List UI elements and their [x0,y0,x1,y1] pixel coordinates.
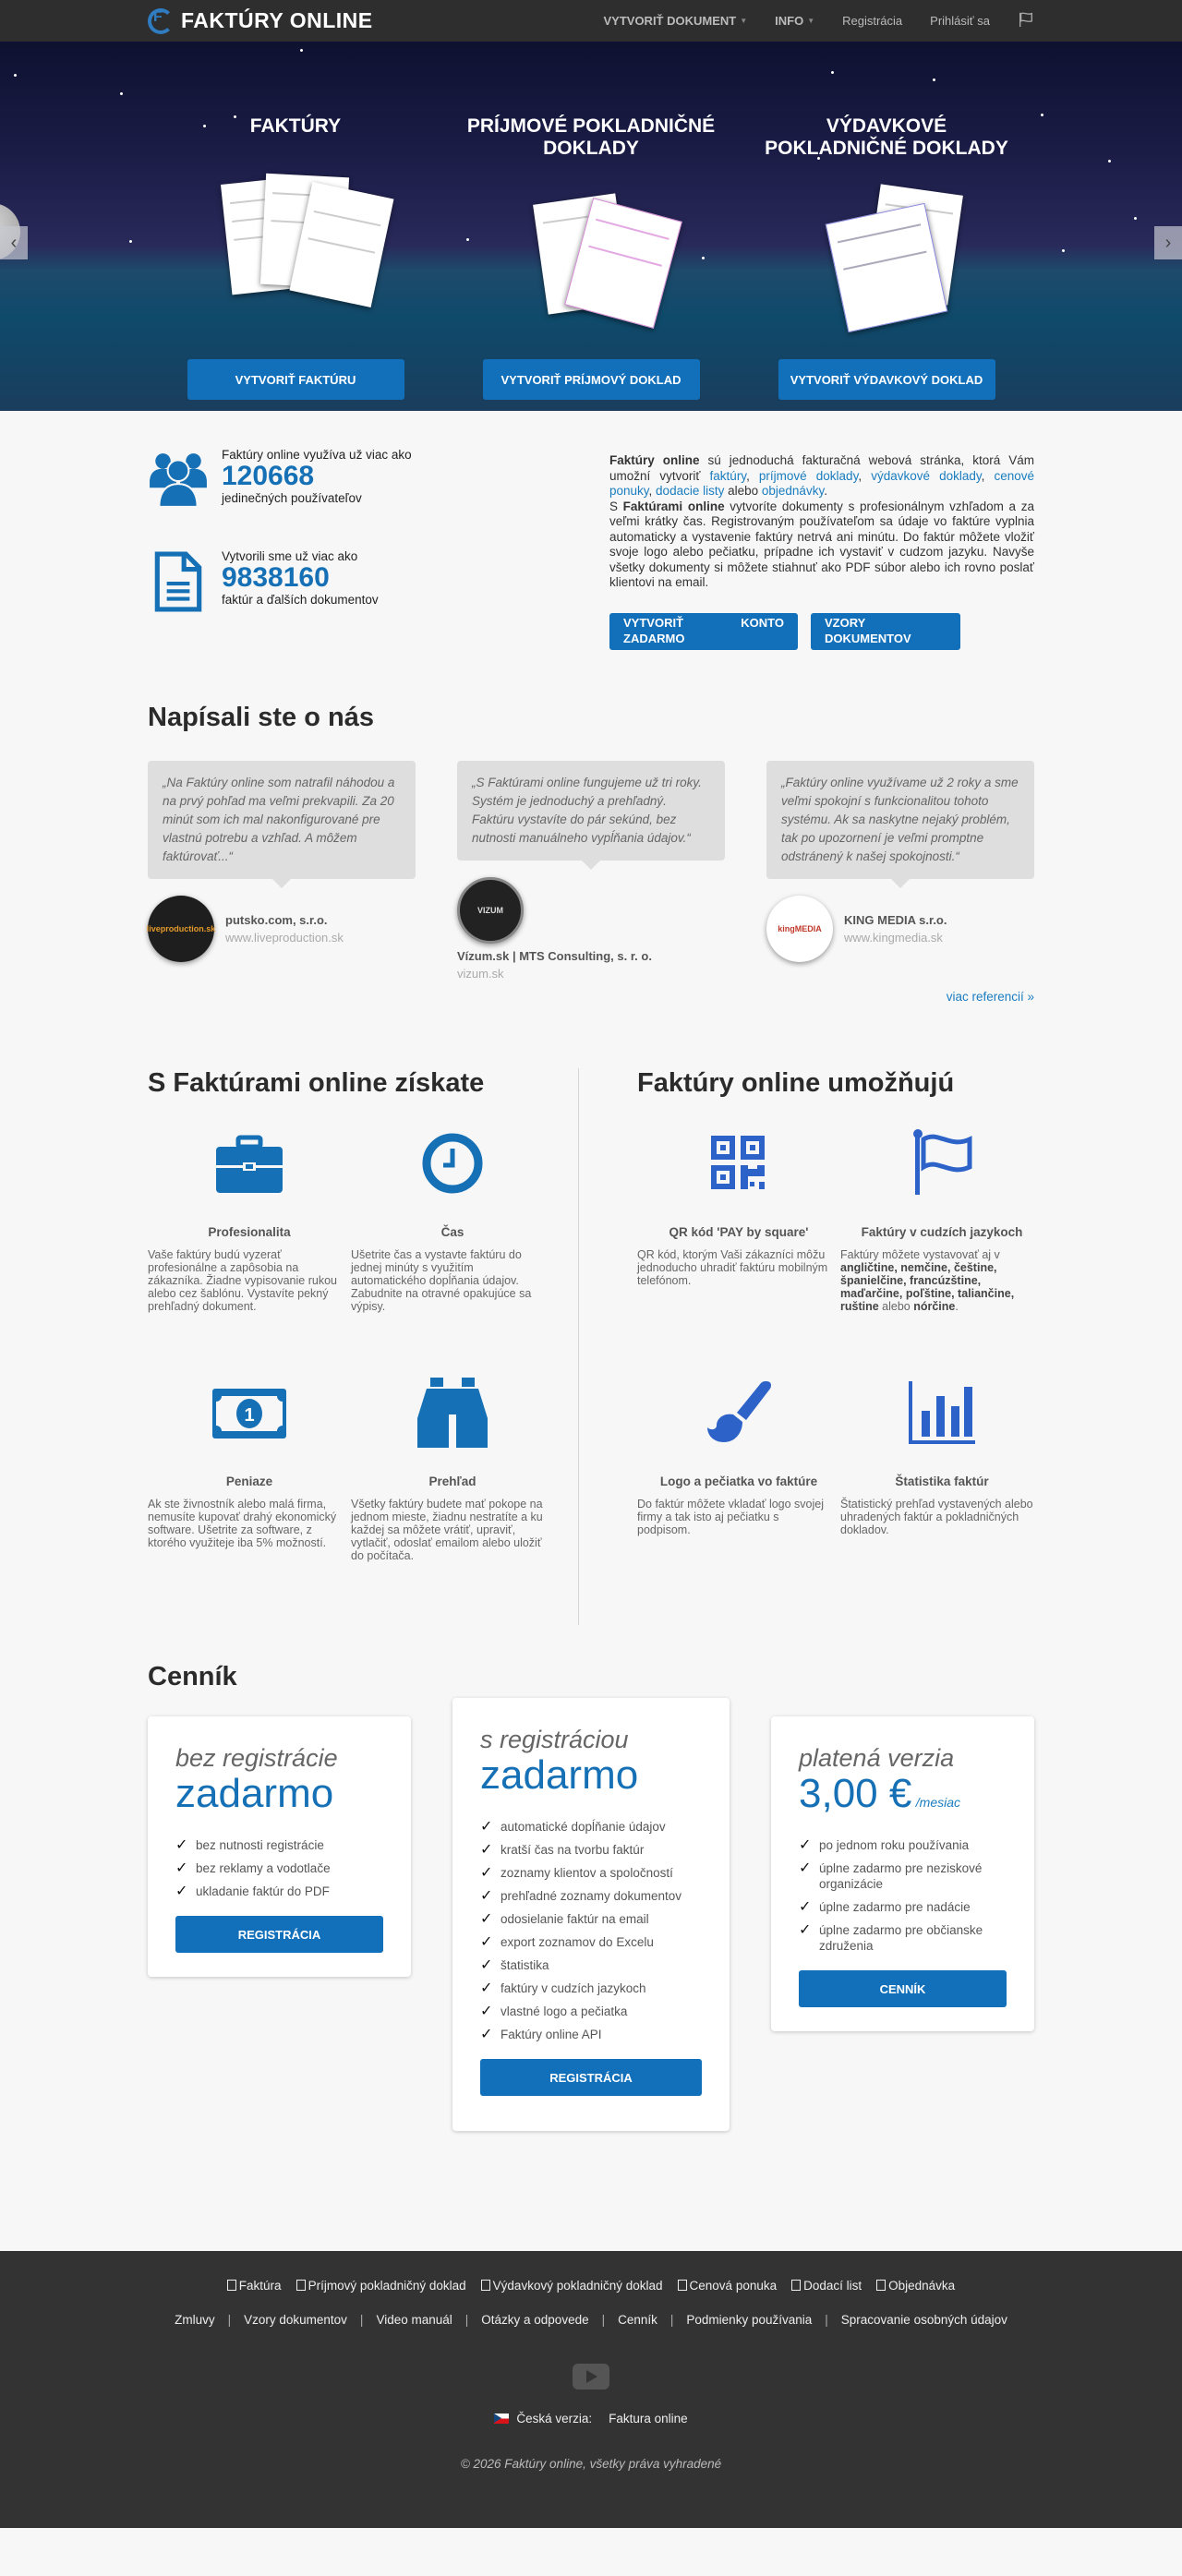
testimonial-quote: „Na Faktúry online som natrafil náhodou a na prvý pohľad ma veľmi prekvapili. Za 20 minút som ich mal nakonfigurované pre vlastnú potrebu a vzhľad. A môžem faktúrovať...“ [148,761,416,879]
plan-price: zadarmo [480,1752,639,1798]
hero-title: FAKTÚRY [249,115,342,137]
hero-slide-income-receipts [443,42,739,411]
plan-period: /mesiac [915,1795,961,1810]
footer [0,2251,1182,2528]
capability-text-part: Faktúry môžete vystavovať aj v [840,1248,1000,1261]
document-icon [876,2280,886,2291]
invoice-documents-image [208,171,383,319]
registration-button[interactable]: REGISTRÁCIA [480,2059,702,2096]
footer-link-video-manual[interactable]: Video manuál [376,2313,452,2327]
chevron-left-icon: ‹ [10,232,18,253]
footer-link-pricing[interactable]: Cenník [618,2313,657,2327]
documents-count: 9838160 [222,562,330,593]
footer-link-faq[interactable]: Otázky a odpovede [481,2313,589,2327]
footer-link-templates[interactable]: Vzory dokumentov [244,2313,347,2327]
company-name: Vízum.sk | MTS Consulting, s. r. o. [457,949,652,963]
capability-text [840,1248,1043,1313]
nav-info[interactable] [775,14,814,28]
nav-create-document[interactable] [603,14,747,28]
features-section [148,1068,1034,1625]
plan-feature: ✓ bez nutnosti registrácie [175,1837,383,1853]
pricing-card-registered [452,1698,730,2131]
capabilities-heading: Faktúry online umožňujú [637,1068,955,1098]
plan-feature: ✓ automatické dopĺňanie údajov [480,1819,702,1835]
bar-chart-icon [905,1376,979,1450]
plan-feature: ✓ export zoznamov do Excelu [480,1934,702,1950]
benefit-item [148,1376,351,1625]
footer-document-links [0,2279,1182,2293]
company-website-link[interactable]: vizum.sk [457,967,504,981]
link-delivery-notes[interactable]: dodacie listy [656,484,725,498]
users-stat [148,448,517,549]
nav-item-label: Prihlásiť sa [930,14,990,28]
benefit-text: Ušetrite čas a vystavte faktúru do jednej minúty s využitím automatického dopĺňania údajov. Zabudnite na otravné opakujúce sa výpisy. [351,1248,532,1313]
plan-feature: ✓ prehľadné zoznamy dokumentov [480,1888,702,1904]
carousel-prev-button[interactable] [0,226,28,259]
link-label: Výdavkový pokladničný doklad [492,2279,663,2293]
footer-meta-links [0,2313,1182,2327]
link-label: Dodací list [803,2279,862,2293]
documents-stat-suffix: faktúr a ďalších dokumentov [222,593,379,607]
intro-text-part: sú jednoduchá fakturačná webová stránka, ktorá Vám umožní vytvoriť [609,453,1035,483]
plan-price: zadarmo [175,1771,334,1816]
company-logo-avatar: kingMEDIA [766,896,833,962]
testimonial-card [766,761,1034,981]
benefit-title: Profesionalita [208,1225,291,1239]
link-income-receipts[interactable]: príjmové doklady [758,468,859,483]
document-icon [678,2280,687,2291]
nav-item-label: VYTVORIŤ DOKUMENT [603,14,737,28]
copyright: © 2026 Faktúry online, všetky práva vyhradené [460,2457,722,2471]
brand-bold: Faktúrami online [622,499,725,513]
plan-price: 3,00 € [799,1771,912,1816]
benefit-text: Vaše faktúry budú vyzerať profesionálne a zapôsobia na zákazníka. Žiadne vypisovanie rukou alebo cez šablónu. Vystavíte pekný prehľadný dokument. [148,1248,337,1313]
nav-menu [603,11,1034,30]
flag-icon [1018,11,1034,28]
testimonials-heading: Napísali ste o nás [148,703,374,732]
testimonial-quote: „S Faktúrami online fungujeme už tri roky. Systém je jednoduchý a prehľadný. Faktúru vystavíte do pár sekúnd, bez nutnosti manuálneho vypĺňania údajov.“ [457,761,725,861]
plan-feature: ✓ ukladanie faktúr do PDF [175,1884,383,1899]
link-invoices[interactable]: faktúry [709,468,747,483]
pricing-card-paid [771,1716,1034,2031]
plan-feature: ✓ úplne zadarmo pre nadácie [799,1899,1007,1915]
languages-list: nórčine [913,1300,956,1313]
plan-feature: ✓ bez reklamy a vodotlače [175,1860,383,1876]
footer-link-quote[interactable] [678,2279,778,2293]
separator: | [227,2313,232,2327]
expense-receipt-image [799,171,974,319]
czech-flag-icon [494,2413,509,2424]
company-logo-avatar: VIZUM [457,877,524,944]
stats-section [148,411,1034,651]
intro-text-part: S [609,499,623,513]
link-orders[interactable]: objednávky [761,484,825,498]
svg-text:1: 1 [244,1405,255,1426]
testimonial-quote: „Faktúry online využívame už 2 roky a sme veľmi spokojní s funkcionalitou tohoto systému. Ak sa naskytne nejaký problém, tak po upozornení je veľmi promptne odstránený k našej spokojnosti.“ [766,761,1034,879]
registration-button[interactable]: REGISTRÁCIA [175,1916,383,1953]
plan-feature: ✓ Faktúry online API [480,2027,702,2042]
link-expense-receipts[interactable]: výdavkové doklady [871,468,982,483]
footer-link-terms[interactable]: Podmienky používania [686,2313,813,2327]
capability-text: Štatistický prehľad vystavených alebo uhradených faktúr a pokladničných dokladov. [840,1498,1033,1536]
benefit-text: Ak ste živnostník alebo malá firma, nemusíte kupovať drahý ekonomický software. Ušetrite za software, z ktorého využiteje iba 5% možností. [148,1498,337,1549]
document-icon [148,551,209,612]
languages-list: angličtine, nemčine, češtine, španielčine, francúzštine, maďarčine, poľštine, taliančine, ruštine [840,1261,1015,1313]
income-receipt-image [503,171,679,319]
users-count: 120668 [222,461,315,491]
company-website-link[interactable]: www.liveproduction.sk [225,931,344,945]
plan-label: s registráciou [480,1726,629,1753]
intro-text-part: alebo [724,484,762,498]
users-stat-prefix: Faktúry online využíva už viac ako [222,448,412,462]
caret-down-icon: ▼ [807,17,815,25]
users-stat-suffix: jedinečných používateľov [222,491,362,505]
benefit-text: Všetky faktúry budete mať pokope na jednom mieste, žiadnu nestratíte a ku každej sa môžete vrátiť, upraviť, vytlačiť, odoslať emailom alebo uložiť do počítača. [351,1498,543,1562]
company-name: KING MEDIA s.r.o. [844,913,947,927]
intro-text-part: vytvoríte dokumenty s profesionálnym vzhľadom a za veľmi krátky čas. Registrovaným používateľom sa údaje vo faktúre vyplnia automaticky a vystavenie faktúry netrvá ani minútu. Do faktúr môžete vložiť svoje logo alebo pečiatku, prípadne ich vystaviť v cudzom jazyku. Navyše všetky dokumenty si môžete stiahnuť ako PDF súbor alebo ich rovno poslať klientovi na email. [609,499,1034,589]
plan-feature: ✓ odosielanie faktúr na email [480,1911,702,1927]
create-expense-receipt-button[interactable]: VYTVORIŤ VÝDAVKOVÝ DOKLAD [778,359,995,400]
company-logo-avatar: liveproduction.sk [148,896,214,962]
section-divider [578,1068,579,1625]
more-references-link[interactable]: viac referencií » [946,990,1034,1004]
document-icon [227,2280,236,2291]
nav-item-label: INFO [775,14,804,28]
footer-link-invoice[interactable] [227,2279,282,2293]
capability-text: Do faktúr môžete vkladať logo svojej firmy a tak isto aj pečiatku s podpisom. [637,1498,825,1536]
hero-slide-invoices [148,42,443,411]
nav-registration[interactable] [842,14,902,28]
flag-icon [905,1126,979,1200]
capability-text-part: alebo [878,1300,914,1313]
youtube-icon[interactable] [573,2364,609,2389]
separator: | [464,2313,469,2327]
hero-carousel [0,42,1182,411]
link-label: Faktúra [238,2279,282,2293]
documents-stat-prefix: Vytvorili sme už viac ako [222,549,358,563]
footer-link-contracts[interactable]: Zmluvy [175,2313,215,2327]
capability-title: QR kód 'PAY by square' [669,1225,809,1239]
plan-feature: ✓ kratší čas na tvorbu faktúr [480,1842,702,1858]
separator: | [601,2313,606,2327]
brand-name: FAKTÚRY ONLINE [181,8,373,32]
separator: | [359,2313,364,2327]
users-icon [148,450,209,511]
company-name: putsko.com, s.r.o. [225,913,328,927]
benefit-item [148,1126,351,1376]
brush-icon [702,1376,776,1450]
hero-title: VÝDAVKOVÉ POKLADNIČNÉ DOKLADY [765,115,1008,159]
logo-mark-icon [148,8,174,34]
capability-item [840,1376,1043,1625]
testimonial-card [148,761,416,981]
plan-label: bez registrácie [175,1744,338,1772]
czech-version [0,2412,1182,2426]
benefits-heading: S Faktúrami online získate [148,1068,485,1098]
create-invoice-button[interactable]: VYTVORIŤ FAKTÚRU [187,359,404,400]
document-icon [481,2280,490,2291]
benefit-title: Prehľad [428,1475,476,1488]
capability-item [840,1126,1043,1376]
footer-link-income-receipt[interactable] [296,2279,466,2293]
plan-feature: ✓ vlastné logo a pečiatka [480,2004,702,2019]
capability-title: Faktúry v cudzích jazykoch [861,1225,1023,1239]
benefit-item [351,1376,554,1625]
czech-version-label: Česká verzia: [516,2412,593,2426]
documents-stat [148,549,517,651]
hero-title: PRÍJMOVÉ POKLADNIČNÉ DOKLADY [466,115,716,159]
create-free-account-button[interactable]: VYTVORIŤ KONTO ZADARMO [609,613,798,650]
capability-item [637,1376,840,1625]
capability-text: QR kód, ktorým Vaši zákazníci môžu jednoducho uhradiť faktúru mobilným telefónom. [637,1248,828,1287]
link-label: Príjmový pokladničný doklad [308,2279,466,2293]
testimonials-section [148,703,1034,1004]
separator: | [669,2313,674,2327]
chevron-right-icon: › [1164,232,1172,253]
brand-logo[interactable] [148,8,373,34]
language-flag-button[interactable] [1018,11,1034,30]
link-quotes[interactable]: cenové ponuky [609,468,1035,498]
document-templates-button[interactable]: VZORY DOKUMENTOV [811,613,960,650]
binoculars-icon [416,1376,489,1450]
footer-link-expense-receipt[interactable] [481,2279,663,2293]
czech-version-link[interactable]: Faktura online [609,2412,688,2426]
clock-icon [416,1126,489,1200]
qr-code-icon [702,1126,776,1200]
caret-down-icon: ▼ [740,17,748,25]
company-website-link[interactable]: www.kingmedia.sk [844,931,943,945]
intro-text: Faktúry online sú jednoduchá fakturačná webová stránka, ktorá Vám umožní vytvoriť faktúry, príjmové doklady, výdavkové doklady, cenové ponuky, dodacie listy alebo objednávky. S Faktúrami online vytvoríte dokumenty s profesionálnym vzhľadom a za veľmi krátky čas. Registrovaným používateľom sa údaje vo faktúre vyplnia automaticky a vystavenie faktúry netrvá ani minútu. Do faktúr môžete vložiť svoje logo alebo pečiatku, prípadne ich vystaviť v cudzom jazyku. Navyše všetky dokumenty si môžete stiahnuť ako PDF súbor alebo ich rovno poslať klientovi na email. VYTVORIŤ KONTO ZADARMO VZORY DOKUMENTOV [609,448,1034,651]
benefit-title: Peniaze [225,1475,273,1488]
pricing-section [148,1662,1034,2131]
pricing-button[interactable]: CENNÍK [799,1970,1007,2007]
plan-feature: ✓ po jednom roku používania [799,1837,1007,1853]
nav-login[interactable] [930,14,990,28]
money-icon [212,1376,286,1450]
carousel-next-button[interactable] [1154,226,1182,259]
plan-label: platená verzia [799,1744,955,1772]
link-label: Objednávka [888,2279,956,2293]
plan-feature: ✓ zoznamy klientov a spoločností [480,1865,702,1881]
document-icon [791,2280,801,2291]
capability-title: Logo a pečiatka vo faktúre [659,1475,818,1488]
pricing-heading: Cenník [148,1662,237,1691]
footer-link-order[interactable] [876,2279,955,2293]
footer-link-delivery-note[interactable] [791,2279,862,2293]
separator: | [825,2313,828,2327]
plan-feature: ✓ štatistika [480,1957,702,1973]
pricing-card-no-registration [148,1716,411,1977]
footer-link-privacy[interactable]: Spracovanie osobných údajov [840,2313,1007,2327]
link-label: Cenová ponuka [689,2279,778,2293]
capability-item [637,1126,840,1376]
plan-feature: ✓ úplne zadarmo pre občianske združenia [799,1922,1007,1954]
capability-title: Štatistika faktúr [895,1475,989,1488]
brand-bold: Faktúry online [609,453,700,467]
benefit-title: Čas [440,1225,464,1239]
briefcase-icon [212,1126,286,1200]
plan-feature: ✓ úplne zadarmo pre neziskové organizácie [799,1860,1007,1892]
top-navbar [0,0,1182,42]
nav-item-label: Registrácia [842,14,903,28]
hero-slide-expense-receipts [739,42,1034,411]
document-icon [296,2280,306,2291]
testimonial-card [457,761,725,981]
capability-text-part: . [955,1300,959,1313]
plan-feature: ✓ faktúry v cudzích jazykoch [480,1980,702,1996]
benefit-item [351,1126,554,1376]
create-income-receipt-button[interactable]: VYTVORIŤ PRÍJMOVÝ DOKLAD [483,359,700,400]
